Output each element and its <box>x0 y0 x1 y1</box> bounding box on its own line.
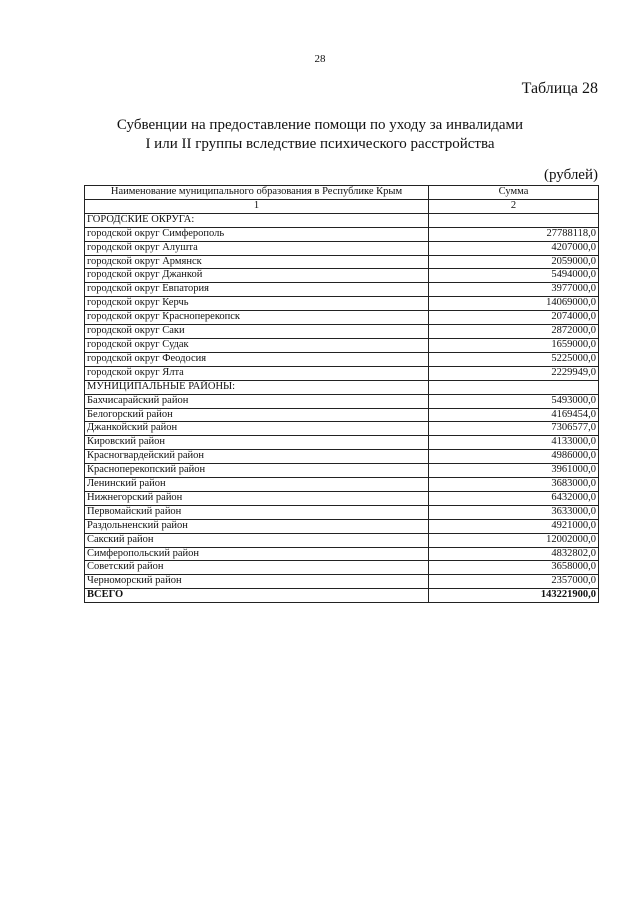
section-label: МУНИЦИПАЛЬНЫЕ РАЙОНЫ: <box>85 380 429 394</box>
cell-name: Кировский район <box>85 436 429 450</box>
table-row <box>85 491 599 505</box>
column-header-sum: Сумма <box>429 186 599 200</box>
cell-sum: 27788118,0 <box>429 227 599 241</box>
table-row <box>85 394 599 408</box>
cell-name: городской округ Симферополь <box>85 227 429 241</box>
table-row <box>85 366 599 380</box>
cell-sum: 4133000,0 <box>429 436 599 450</box>
cell-name: Первомайский район <box>85 505 429 519</box>
column-number-name: 1 <box>85 199 429 213</box>
cell-sum: 143221900,0 <box>429 589 599 603</box>
cell-sum: 4986000,0 <box>429 450 599 464</box>
cell-name: Нижнегорский район <box>85 491 429 505</box>
cell-sum: 3977000,0 <box>429 283 599 297</box>
cell-name: Сакский район <box>85 533 429 547</box>
table-row <box>85 464 599 478</box>
subsidy-table <box>84 185 599 603</box>
title-line-2: I или II группы вследствие психического расстройства <box>145 136 495 152</box>
cell-sum: 7306577,0 <box>429 422 599 436</box>
table-row <box>85 325 599 339</box>
table-row <box>85 450 599 464</box>
table-row <box>85 283 599 297</box>
cell-name: Красногвардейский район <box>85 450 429 464</box>
table-row <box>85 561 599 575</box>
section-empty-cell <box>429 213 599 227</box>
cell-name: городской округ Феодосия <box>85 352 429 366</box>
cell-sum: 6432000,0 <box>429 491 599 505</box>
cell-name: Белогорский район <box>85 408 429 422</box>
table-label: Таблица 28 <box>521 80 598 97</box>
cell-name: городской округ Керчь <box>85 297 429 311</box>
cell-name: Советский район <box>85 561 429 575</box>
cell-name: городской округ Ялта <box>85 366 429 380</box>
cell-sum: 2229949,0 <box>429 366 599 380</box>
cell-name: городской округ Армянск <box>85 255 429 269</box>
cell-sum: 4921000,0 <box>429 519 599 533</box>
cell-name: Черноморский район <box>85 575 429 589</box>
cell-sum: 4169454,0 <box>429 408 599 422</box>
cell-sum: 4207000,0 <box>429 241 599 255</box>
table-row <box>85 478 599 492</box>
table-row <box>85 352 599 366</box>
cell-name: городской округ Алушта <box>85 241 429 255</box>
table-row <box>85 533 599 547</box>
table-row <box>85 436 599 450</box>
cell-sum: 12002000,0 <box>429 533 599 547</box>
cell-name: Бахчисарайский район <box>85 394 429 408</box>
cell-name: городской округ Судак <box>85 338 429 352</box>
document-title <box>0 116 640 154</box>
cell-sum: 3633000,0 <box>429 505 599 519</box>
cell-name: Джанкойский район <box>85 422 429 436</box>
cell-sum: 2074000,0 <box>429 311 599 325</box>
column-header-name: Наименование муниципального образования в Республике Крым <box>85 186 429 200</box>
section-row <box>85 380 599 394</box>
column-number-row <box>85 199 599 213</box>
cell-name: городской округ Саки <box>85 325 429 339</box>
table-header-row <box>85 186 599 200</box>
table-row <box>85 297 599 311</box>
table-row <box>85 338 599 352</box>
units-label: (рублей) <box>543 167 598 183</box>
section-empty-cell <box>429 380 599 394</box>
cell-sum: 2059000,0 <box>429 255 599 269</box>
table-row <box>85 227 599 241</box>
cell-sum: 1659000,0 <box>429 338 599 352</box>
cell-sum: 2357000,0 <box>429 575 599 589</box>
cell-sum: 4832802,0 <box>429 547 599 561</box>
table-row <box>85 255 599 269</box>
table-row <box>85 505 599 519</box>
cell-name: городской округ Красноперекопск <box>85 311 429 325</box>
table-row <box>85 547 599 561</box>
cell-sum: 3658000,0 <box>429 561 599 575</box>
table-row <box>85 269 599 283</box>
cell-name: городской округ Джанкой <box>85 269 429 283</box>
cell-name: Ленинский район <box>85 478 429 492</box>
table-body <box>85 199 599 602</box>
column-number-sum: 2 <box>429 199 599 213</box>
page-number: 28 <box>314 53 326 65</box>
table-row <box>85 519 599 533</box>
total-row <box>85 589 599 603</box>
cell-name: Раздольненский район <box>85 519 429 533</box>
cell-sum: 5494000,0 <box>429 269 599 283</box>
cell-name: городской округ Евпатория <box>85 283 429 297</box>
section-row <box>85 213 599 227</box>
title-line-1: Субвенции на предоставление помощи по уходу за инвалидами <box>116 117 524 133</box>
cell-sum: 5493000,0 <box>429 394 599 408</box>
cell-sum: 3961000,0 <box>429 464 599 478</box>
cell-sum: 5225000,0 <box>429 352 599 366</box>
table-row <box>85 422 599 436</box>
cell-name: ВСЕГО <box>85 589 429 603</box>
table-row <box>85 241 599 255</box>
table-row <box>85 575 599 589</box>
cell-sum: 14069000,0 <box>429 297 599 311</box>
cell-name: Симферопольский район <box>85 547 429 561</box>
section-label: ГОРОДСКИЕ ОКРУГА: <box>85 213 429 227</box>
cell-name: Красноперекопский район <box>85 464 429 478</box>
cell-sum: 3683000,0 <box>429 478 599 492</box>
cell-sum: 2872000,0 <box>429 325 599 339</box>
table-row <box>85 311 599 325</box>
table-row <box>85 408 599 422</box>
